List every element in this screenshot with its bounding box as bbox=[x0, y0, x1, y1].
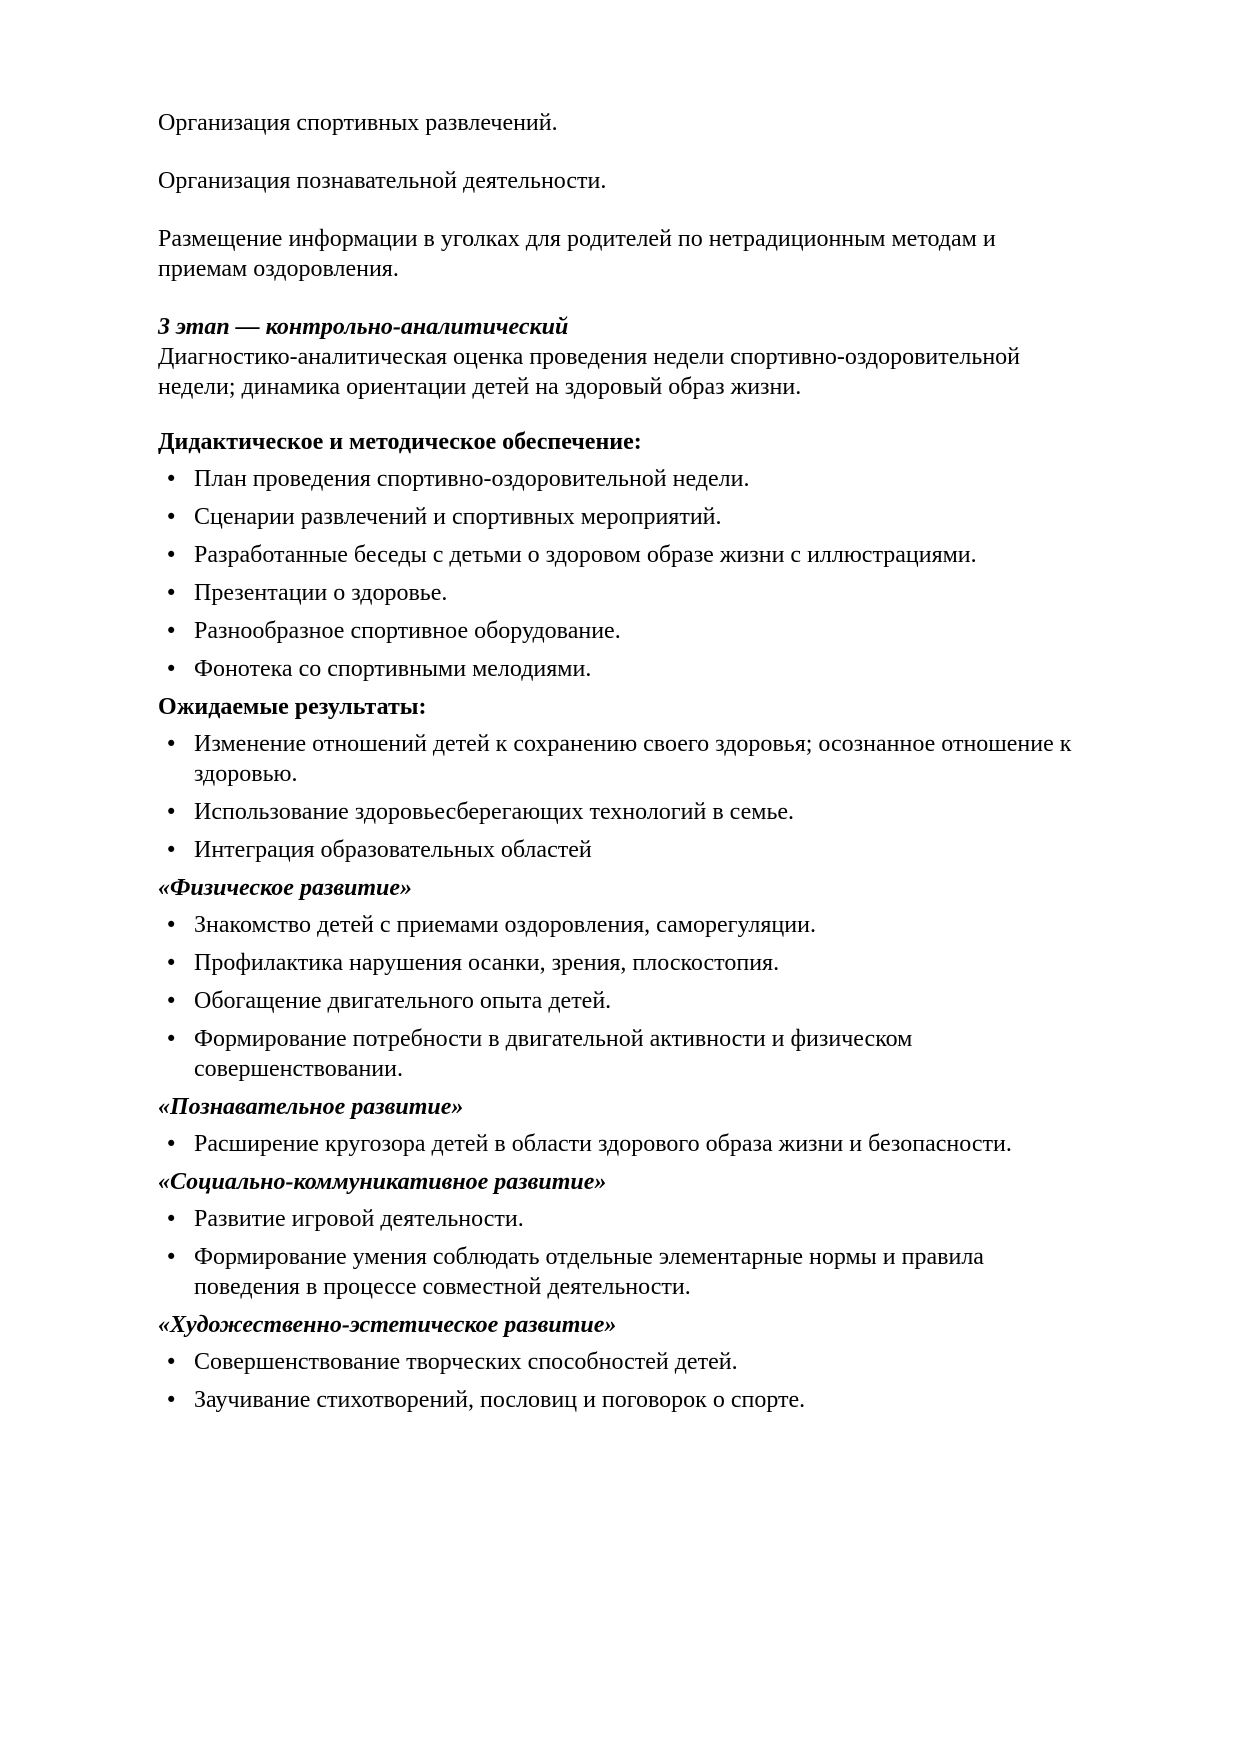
list-item-text: Профилактика нарушения осанки, зрения, плоскостопия. bbox=[194, 950, 780, 976]
list-item-text: Расширение кругозора детей в области здорового образа жизни и безопасности. bbox=[194, 1131, 1012, 1157]
list-item-text: Разработанные беседы с детьми о здоровом образе жизни с иллюстрациями. bbox=[194, 542, 977, 568]
bullet-icon: • bbox=[165, 1207, 178, 1231]
list-item-text: Развитие игровой деятельности. bbox=[194, 1206, 524, 1232]
bullet-icon: • bbox=[165, 989, 178, 1013]
bullet-list-social bbox=[158, 1204, 1083, 1302]
list-item bbox=[158, 502, 1083, 532]
list-item-text: Разнообразное спортивное оборудование. bbox=[194, 618, 621, 644]
bullet-icon: • bbox=[165, 1245, 178, 1269]
list-item bbox=[158, 616, 1083, 646]
bullet-list-expected bbox=[158, 729, 1083, 865]
bullet-icon: • bbox=[165, 1132, 178, 1156]
list-item bbox=[158, 1242, 1083, 1302]
list-item bbox=[158, 1347, 1083, 1377]
list-item bbox=[158, 797, 1083, 827]
bullet-icon: • bbox=[165, 951, 178, 975]
section-heading-social-communicative-development: «Социально-коммуникативное развитие» bbox=[158, 1169, 607, 1195]
list-item-text: Интеграция образовательных областей bbox=[194, 837, 592, 863]
list-item bbox=[158, 1204, 1083, 1234]
list-item-text: Сценарии развлечений и спортивных мероприятий. bbox=[194, 504, 722, 530]
list-item-text: Заучивание стихотворений, пословиц и поговорок о спорте. bbox=[194, 1387, 806, 1413]
section-heading-didactic: Дидактическое и методическое обеспечение: bbox=[158, 429, 642, 455]
list-item-text: Формирование потребности в двигательной активности и физическом совершенствовании. bbox=[194, 1026, 913, 1082]
list-item bbox=[158, 1385, 1083, 1415]
list-item bbox=[158, 654, 1083, 684]
paragraph-parent-corners: Размещение информации в уголках для родителей по нетрадиционным методам и приемам оздоровления. bbox=[158, 226, 996, 282]
bullet-icon: • bbox=[165, 505, 178, 529]
list-item-text: Формирование умения соблюдать отдельные элементарные нормы и правила поведения в процессе совместной деятельности. bbox=[194, 1244, 984, 1300]
list-item-text: Использование здоровьесберегающих технологий в семье. bbox=[194, 799, 795, 825]
section-heading-cognitive-development: «Познавательное развитие» bbox=[158, 1094, 464, 1120]
list-item bbox=[158, 948, 1083, 978]
section-heading-physical-development: «Физическое развитие» bbox=[158, 875, 413, 901]
bullet-list-cognitive bbox=[158, 1129, 1083, 1159]
bullet-icon: • bbox=[165, 732, 178, 756]
section-heading-artistic-aesthetic-development: «Художественно-эстетическое развитие» bbox=[158, 1312, 617, 1338]
bullet-icon: • bbox=[165, 838, 178, 862]
bullet-icon: • bbox=[165, 581, 178, 605]
paragraph-cognitive-activity: Организация познавательной деятельности. bbox=[158, 168, 607, 194]
paragraph-diagnostic: Диагностико-аналитическая оценка проведения недели спортивно-оздоровительной недели; динамика ориентации детей на здоровый образ жизни. bbox=[158, 344, 1021, 400]
list-item-text: Фонотека со спортивными мелодиями. bbox=[194, 656, 592, 682]
list-item bbox=[158, 578, 1083, 608]
list-item bbox=[158, 835, 1083, 865]
list-item bbox=[158, 1024, 1083, 1084]
list-item bbox=[158, 464, 1083, 494]
bullet-icon: • bbox=[165, 467, 178, 491]
list-item bbox=[158, 729, 1083, 789]
bullet-icon: • bbox=[165, 1388, 178, 1412]
list-item bbox=[158, 986, 1083, 1016]
list-item-text: Совершенствование творческих способностей детей. bbox=[194, 1349, 738, 1375]
bullet-icon: • bbox=[165, 1027, 178, 1051]
list-item bbox=[158, 540, 1083, 570]
bullet-icon: • bbox=[165, 913, 178, 937]
section-heading-expected-results: Ожидаемые результаты: bbox=[158, 694, 427, 720]
bullet-list-didactic bbox=[158, 464, 1083, 684]
section-heading-stage3: 3 этап — контрольно-аналитический bbox=[158, 314, 569, 340]
bullet-list-artistic bbox=[158, 1347, 1083, 1415]
list-item-text: План проведения спортивно-оздоровительной недели. bbox=[194, 466, 750, 492]
bullet-icon: • bbox=[165, 800, 178, 824]
list-item-text: Изменение отношений детей к сохранению своего здоровья; осознанное отношение к здоровью. bbox=[194, 731, 1072, 787]
list-item-text: Обогащение двигательного опыта детей. bbox=[194, 988, 612, 1014]
list-item-text: Знакомство детей с приемами оздоровления, саморегуляции. bbox=[194, 912, 816, 938]
list-item bbox=[158, 1129, 1083, 1159]
bullet-list-physical bbox=[158, 910, 1083, 1084]
list-item bbox=[158, 910, 1083, 940]
bullet-icon: • bbox=[165, 619, 178, 643]
bullet-icon: • bbox=[165, 1350, 178, 1374]
list-item-text: Презентации о здоровье. bbox=[194, 580, 448, 606]
paragraph-sport-entertainment: Организация спортивных развлечений. bbox=[158, 110, 558, 136]
bullet-icon: • bbox=[165, 657, 178, 681]
bullet-icon: • bbox=[165, 543, 178, 567]
